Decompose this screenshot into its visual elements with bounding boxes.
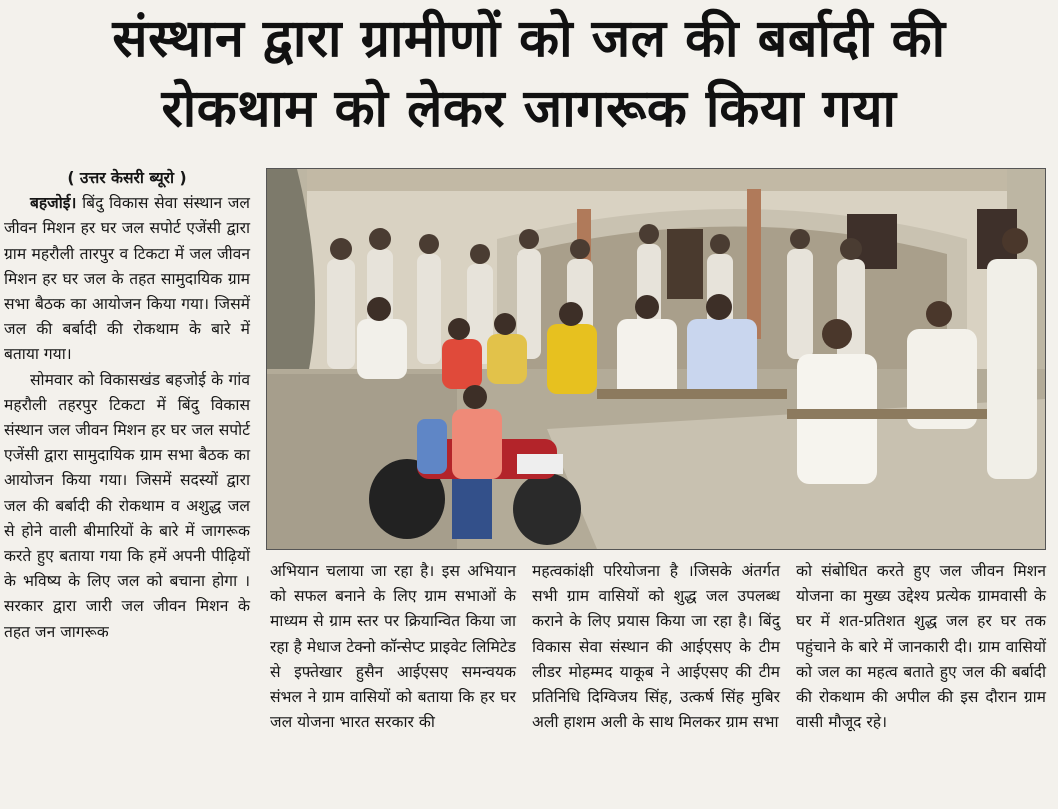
article-column-2: [270, 559, 516, 735]
article-column-1: [4, 166, 250, 645]
column-4-text: को संबोधित करते हुए जल जीवन मिशन योजना का मुख्य उद्देश्य प्रत्येक ग्रामवासी के घर में शत-प्रतिशत शुद्ध जल हर घर तक पहुंचाने के बारे में जानकारी दी। ग्राम वासियों को जल का महत्व बताते हुए जल की बर्बादी की रोकथाम की अपील की इस दौरान ग्राम वासी मौजूद रहे।: [796, 562, 1046, 732]
column-3-text: महत्वकांक्षी परियोजना है ।जिसके अंतर्गत सभी ग्राम वासियों को शुद्ध जल उपलब्ध कराने के लिए प्रयास किया जा रहा है। बिंदु विकास सेवा संस्थान की आईएसए के टीम लीडर मोहम्मद याकूब ने आईएसए की टीम प्रतिनिधि दिग्विजय सिंह, उत्कर्ष सिंह मुबिर अली हाशम अली के साथ मिलकर ग्राम सभा: [532, 562, 780, 732]
headline-line-2: रोकथाम को लेकर जागरूक किया गया: [161, 79, 897, 139]
article-paragraph-1: [4, 191, 250, 367]
paragraph-1-text: बिंदु विकास सेवा संस्थान जल जीवन मिशन हर घर जल सपोर्ट एजेंसी द्वारा ग्राम महरौली तारपुर व टिकटा में जल जीवन मिशन हर घर जल के तहत सामुदायिक ग्राम सभा बैठक का आयोजन किया गया। जिसमें जल की बर्बादी की रोकथाम के बारे में बताया गया।: [4, 194, 250, 364]
dateline: बहजोई।: [30, 194, 77, 213]
byline: ( उत्तर केसरी ब्यूरो ): [67, 169, 187, 187]
headline: [0, 4, 1058, 144]
article-paragraph-2: सोमवार को विकासखंड बहजोई के गांव महरौली तहरपुर टिकटा में बिंदु विकास संस्थान जल जीवन मिशन हर घर जल सपोर्ट एजेंसी द्वारा सामुदायिक ग्राम सभा बैठक का आयोजन किया गया। जिसमें सदस्यों द्वारा जल की बर्बादी की रोकथाम व अशुद्ध जल से होने वाली बीमारियों के बारे में जागरूक करते हुए बताया गया कि हमें अपनी पीढ़ियों के भविष्य के लिए जल को बचाना होगा । सरकार द्वारा जारी जल जीवन मिशन के तहत जन जागरूक: [4, 370, 250, 641]
article-column-4: [796, 559, 1046, 735]
article-column-3: [532, 559, 780, 735]
headline-line-1: संस्थान द्वारा ग्रामीणों को जल की बर्बादी की: [112, 9, 946, 69]
news-photo: [266, 168, 1046, 550]
column-2-text: अभियान चलाया जा रहा है। इस अभियान को सफल बनाने के लिए ग्राम सभाओं के माध्यम से ग्राम स्तर पर क्रियान्वित किया जा रहा है मेधाज टेक्नो कॉन्सेप्ट प्राइवेट लिमिटेड से इफ्तेखार हुसैन आईएसए समन्वयक संभल ने ग्राम वासियों को बताया कि हर घर जल योजना भारत सरकार की: [270, 562, 516, 732]
village-meeting-photo: [267, 169, 1045, 549]
